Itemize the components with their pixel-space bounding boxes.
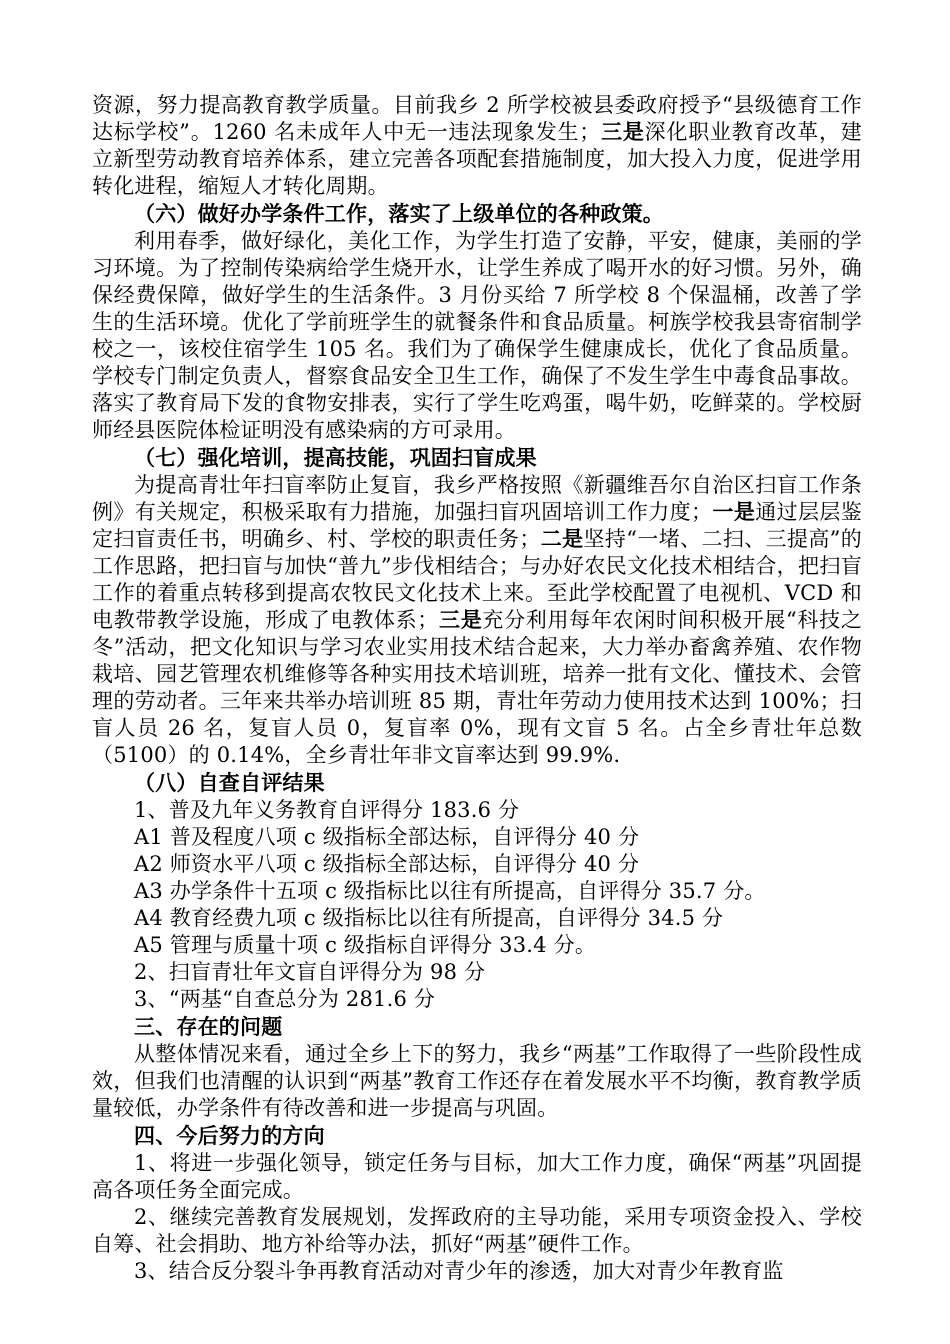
body-paragraph (92, 1204, 862, 1258)
paragraph-text: 1、将进一步强化领导，锁定任务与目标，加大工作力度，确保“两基”巩固提高各项任务全面完成。 (92, 1151, 862, 1202)
document-page (92, 92, 862, 1285)
score-line: A5 管理与质量十项 c 级指标自评得分 33.4 分。 (134, 933, 597, 957)
emphasis-keyword: 三是 (600, 120, 645, 144)
paragraph-text: 充分利用每年农闲时间积极开展“科技之冬”活动，把文化知识与学习农业实用技术结合起来，大力举办畜禽养殖、农作物栽培、园艺管理农机维修等各种实用技术培训班，培养一批有文化、懂技术、会管理的劳动者。三年来共举办培训班 85 期，青壮年劳动力使用技术达到 100%；扫盲人员 26 名，复盲人员 0，复盲率 0%，现有文盲 5 名。占全乡青壮年总数（5100）的 0.14%，全乡青壮年非文盲率达到 99.9%. (92, 608, 863, 767)
section-heading: 四、今后努力的方向 (134, 1124, 325, 1148)
section-heading: （六）做好办学条件工作，落实了上级单位的各种政策。 (134, 202, 664, 226)
paragraph-text: 利用春季，做好绿化，美化工作，为学生打造了安静，平安，健康，美丽的学习环境。为了控制传染病给学生烧开水，让学生养成了喝开水的好习惯。另外，确保经费保障，做好学生的生活条件。3 月份买给 7 所学校 8 个保温桶，改善了学生的生活环境。优化了学前班学生的就餐条件和食品质量。柯族学校我县寄宿制学校之一，该校住宿学生 105 名。我们为了确保学生健康成长，优化了食品质量。学校专门制定负责人，督察食品安全卫生工作，确保了不发生学生中毒食品事故。落实了教育局下发的食物安排表，实行了学生吃鸡蛋，喝牛奶，吃鲜菜的。学校厨师经县医院体检证明没有感染病的方可录用。 (92, 229, 862, 442)
score-line: 1、普及九年义务教育自评得分 183.6 分 (134, 798, 520, 822)
section-heading: （八）自查自评结果 (134, 771, 325, 795)
paragraph-text: 从整体情况来看，通过全乡上下的努力，我乡“两基”工作取得了一些阶段性成效，但我们也清醒的认识到“两基”教育工作还存在着发展水平不均衡，教育教学质量较低，办学条件有待改善和进一步提高与巩固。 (92, 1042, 862, 1120)
body-paragraph (92, 1258, 862, 1285)
body-paragraph (92, 92, 862, 200)
score-line: A3 办学条件十五项 c 级指标比以往有所提高，自评得分 35.7 分。 (134, 879, 766, 903)
body-paragraph (92, 472, 862, 769)
score-line: A2 师资水平八项 c 级指标全部达标，自评得分 40 分 (134, 852, 640, 876)
score-line: 3、“两基“自查总分为 281.6 分 (134, 987, 436, 1011)
section-heading: （七）强化培训，提高技能，巩固扫盲成果 (134, 446, 537, 470)
paragraph-text: 3、结合反分裂斗争再教育活动对青少年的渗透，加大对青少年教育监 (134, 1259, 784, 1283)
emphasis-keyword: 一是 (712, 500, 756, 524)
body-paragraph (92, 228, 862, 444)
paragraph-text: 为提高青壮年扫盲率防止复盲，我乡严格按照《新疆维吾尔自治区扫盲工作条例》有关规定，积极采取有力措施，加强扫盲巩固培训工作力度； (92, 473, 862, 524)
emphasis-keyword: 三是 (438, 608, 483, 632)
paragraph-text: 深化职业教育改革，建立新型劳动教育培养体系，建立完善各项配套措施制度，加大投入力度，促进学用转化进程，缩短人才转化周期。 (92, 120, 862, 198)
emphasis-keyword: 二是 (540, 527, 584, 551)
paragraph-text: 坚持“一堵、二扫、三提高”的工作思路，把扫盲与加快“普九”步伐相结合；与办好农民文化技术相结合，把扫盲工作的着重点转移到提高农牧民文化技术上来。至此学校配置了电视机、VCD 和电教带教学设施，形成了电教体系； (92, 527, 862, 632)
score-line: A4 教育经费九项 c 级指标比以往有所提高，自评得分 34.5 分 (134, 906, 724, 930)
body-paragraph (92, 1150, 862, 1204)
paragraph-text: 2、继续完善教育发展规划，发挥政府的主导功能，采用专项资金投入、学校自筹、社会捐助、地方补给等办法，抓好“两基”硬件工作。 (92, 1205, 862, 1256)
paragraph-text: 资源，努力提高教育教学质量。目前我乡 2 所学校被县委政府授予“县级德育工作达标学校”。1260 名未成年人中无一违法现象发生； (92, 93, 862, 144)
section-heading: 三、存在的问题 (134, 1015, 283, 1039)
paragraph-text: 通过层层鉴定扫盲责任书，明确乡、村、学校的职责任务； (92, 500, 862, 551)
score-line: A1 普及程度八项 c 级指标全部达标，自评得分 40 分 (134, 825, 640, 849)
body-paragraph (92, 1041, 862, 1122)
score-line: 2、扫盲青壮年文盲自评得分为 98 分 (134, 960, 486, 984)
